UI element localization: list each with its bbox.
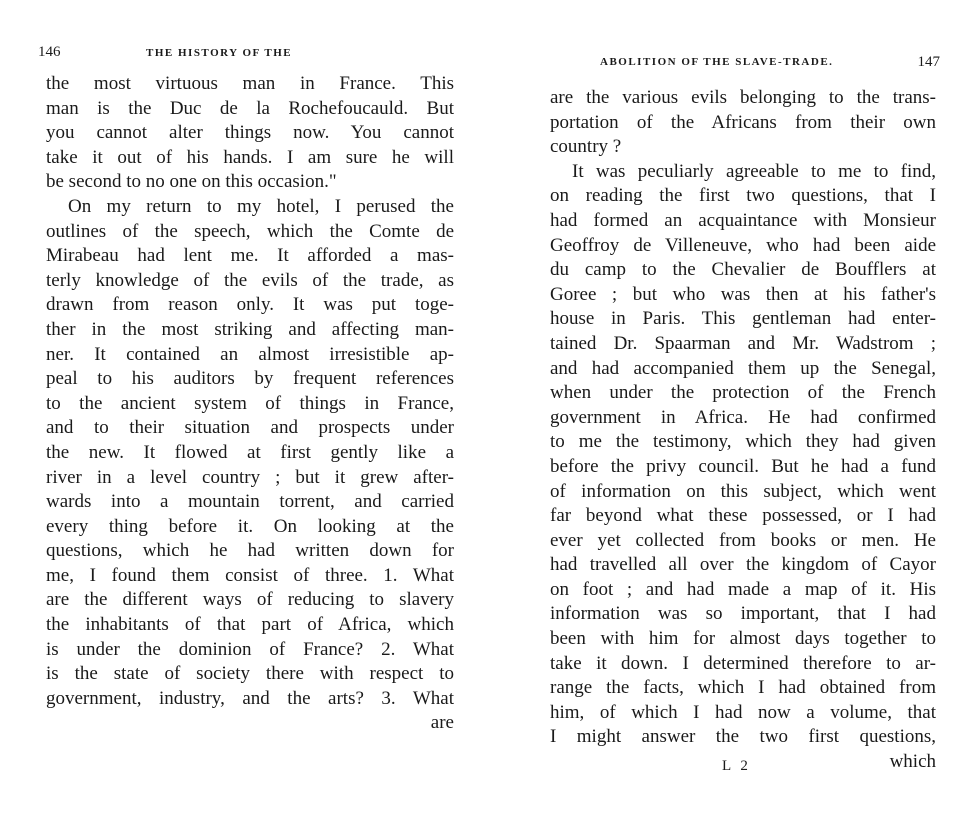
text-line: on reading the first two questions, that I (550, 185, 936, 207)
text-line: every thing before it. On looking at the (46, 515, 454, 537)
text-line: the most virtuous man in France. This (46, 73, 454, 94)
text-line: ever yet collected from books or men. He (550, 529, 936, 551)
text-line: man is the Duc de la Rochefoucauld. But (46, 97, 454, 119)
text-line: which (889, 751, 936, 773)
right-running-head: ABOLITION OF THE SLAVE-TRADE. (600, 56, 834, 68)
text-line: had formed an acquaintance with Monsieur (550, 209, 936, 231)
text-line: take it down. I determined therefore to ar- (550, 652, 936, 674)
right-page-number: 147 (917, 54, 940, 70)
text-line: is the state of society there with respect to (46, 663, 454, 685)
left-running-head: THE HISTORY OF THE (146, 47, 293, 59)
text-line: to me the testimony, which they had given (550, 431, 936, 453)
text-line: are the different ways of reducing to slavery (46, 589, 454, 611)
text-line: been with him for almost days together to (550, 628, 936, 650)
text-line: be second to no one on this occasion." (46, 171, 337, 193)
text-line: the new. It flowed at first gently like a (46, 441, 454, 463)
text-line: Geoffroy de Villeneuve, who had been aide (550, 234, 936, 256)
text-line: country ? (550, 136, 622, 158)
text-line: far beyond what these possessed, or I had (550, 505, 936, 527)
text-line: of information on this subject, which went (550, 480, 936, 502)
signature-mark: L 2 (722, 758, 751, 774)
text-line: me, I found them consist of three. 1. What (46, 564, 454, 586)
text-line: portation of the Africans from their own (550, 111, 936, 133)
text-line: drawn from reason only. It was put toge- (46, 294, 454, 316)
text-line: river in a level country ; but it grew after- (46, 466, 454, 488)
text-line: him, of which I had now a volume, that (550, 701, 936, 723)
text-line: you cannot alter things now. You cannot (46, 122, 454, 144)
text-line: wards into a mountain torrent, and carried (46, 491, 454, 513)
left-page-number: 146 (38, 44, 61, 60)
text-line: and had accompanied them up the Senegal, (550, 357, 936, 379)
right-page-text (550, 86, 936, 775)
left-page-text (46, 72, 454, 736)
text-line: questions, which he had written down for (46, 540, 454, 562)
text-line: Mirabeau had lent me. It afforded a mas- (46, 245, 454, 267)
text-line: tained Dr. Spaarman and Mr. Wadstrom ; (550, 332, 936, 354)
text-line: range the facts, which I had obtained from (550, 677, 936, 699)
right-page-header (600, 54, 940, 74)
text-line: du camp to the Chevalier de Boufflers at (550, 259, 936, 281)
text-line: outlines of the speech, which the Comte de (46, 220, 454, 242)
text-line: on foot ; and had made a map of it. His (550, 578, 936, 600)
text-line: terly knowledge of the evils of the trade, as (46, 269, 454, 291)
text-line: peal to his auditors by frequent references (46, 368, 454, 390)
text-line: government, industry, and the arts? 3. What (46, 687, 454, 709)
text-line: On my return to my hotel, I perused the (68, 195, 454, 217)
right-page (490, 0, 980, 819)
text-line: when under the protection of the French (550, 382, 936, 404)
text-line: information was so important, that I had (550, 603, 936, 625)
text-line: house in Paris. This gentleman had enter- (550, 308, 936, 330)
text-line: take it out of his hands. I am sure he will (46, 146, 454, 168)
text-line: the inhabitants of that part of Africa, which (46, 614, 454, 636)
text-line: ner. It contained an almost irresistible ap- (46, 343, 454, 365)
text-line: I might answer the two first questions, (550, 726, 936, 748)
text-line: are the various evils belonging to the trans- (550, 87, 936, 108)
text-line: are (430, 712, 454, 734)
left-page-header (38, 44, 470, 64)
text-line: before the privy council. But he had a fund (550, 455, 936, 477)
text-line: Goree ; but who was then at his father's (550, 283, 936, 305)
text-line: government in Africa. He had confirmed (550, 406, 936, 428)
text-line: is under the dominion of France? 2. What (46, 638, 454, 660)
text-line: It was peculiarly agreeable to me to find, (572, 160, 936, 182)
text-line: to the ancient system of things in France, (46, 392, 454, 414)
text-line: and to their situation and prospects under (46, 417, 454, 439)
text-line: had travelled all over the kingdom of Cayor (550, 554, 936, 576)
text-line: ther in the most striking and affecting man- (46, 318, 454, 340)
